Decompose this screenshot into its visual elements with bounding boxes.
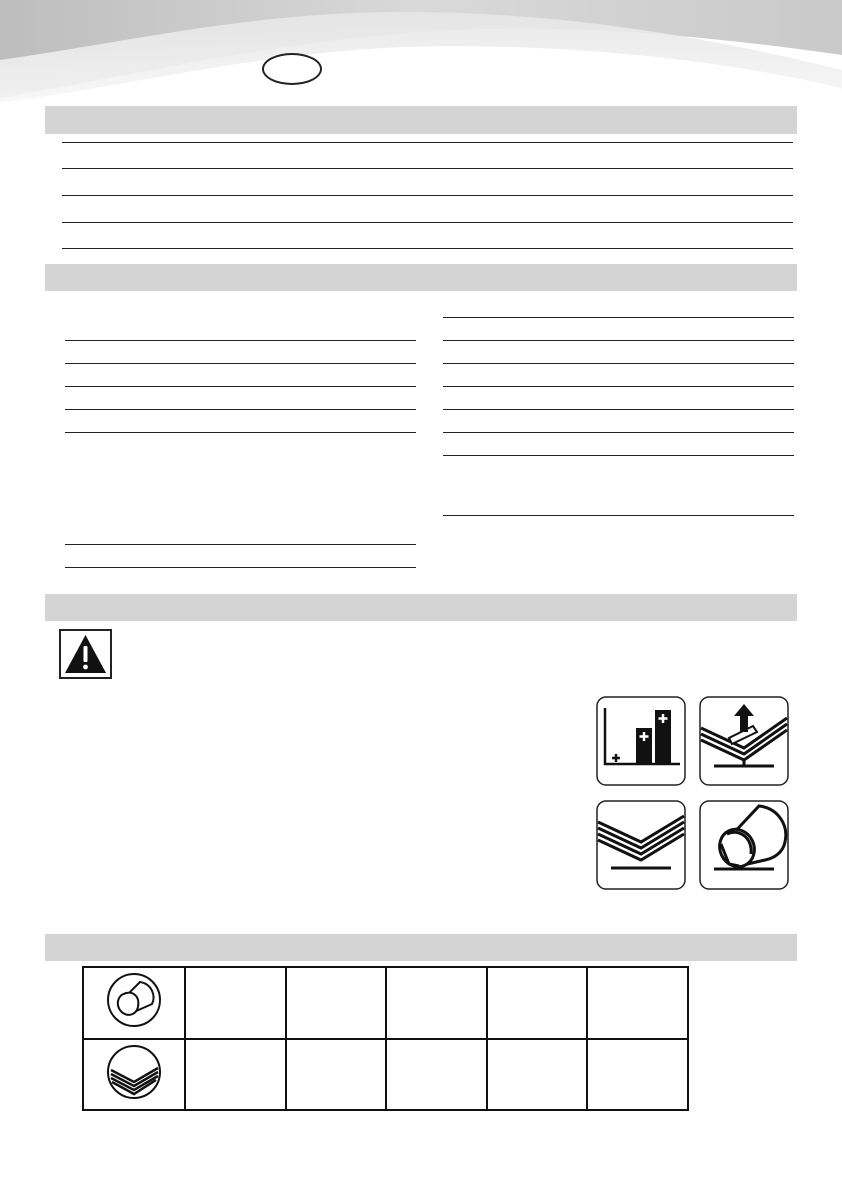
divider bbox=[65, 340, 416, 341]
table-cell bbox=[487, 967, 588, 1039]
progressive-bars-icon bbox=[596, 696, 686, 786]
table-cell bbox=[587, 967, 688, 1039]
divider bbox=[443, 317, 794, 318]
table-cell bbox=[286, 967, 387, 1039]
divider bbox=[443, 515, 794, 516]
divider bbox=[443, 409, 794, 410]
stacked-sheets-icon bbox=[106, 1044, 162, 1100]
section-header-2 bbox=[45, 264, 797, 291]
section-header-1 bbox=[45, 106, 797, 134]
divider bbox=[65, 386, 416, 387]
divider bbox=[65, 363, 416, 364]
divider bbox=[443, 386, 794, 387]
table-cell bbox=[587, 1039, 688, 1111]
table-cell bbox=[185, 1039, 286, 1111]
table-icon-cell bbox=[83, 967, 185, 1039]
section-header-3 bbox=[45, 594, 797, 621]
warning-box bbox=[59, 629, 112, 679]
divider bbox=[443, 455, 794, 456]
section-header-4 bbox=[45, 934, 797, 961]
sheet-lift-icon bbox=[699, 696, 789, 786]
language-badge bbox=[262, 53, 322, 85]
table-cell bbox=[185, 967, 286, 1039]
table-cell bbox=[487, 1039, 588, 1111]
divider bbox=[65, 544, 416, 545]
settings-table bbox=[82, 966, 689, 1111]
roll-icon bbox=[699, 800, 789, 890]
divider bbox=[65, 567, 416, 568]
warning-triangle-icon bbox=[61, 631, 110, 677]
table-cell bbox=[286, 1039, 387, 1111]
roll-icon bbox=[106, 972, 162, 1028]
header-wave bbox=[0, 0, 842, 110]
divider bbox=[443, 363, 794, 364]
table-row bbox=[83, 1039, 688, 1111]
divider bbox=[65, 432, 416, 433]
table-row bbox=[83, 967, 688, 1039]
divider bbox=[443, 340, 794, 341]
table-icon-cell bbox=[83, 1039, 185, 1111]
divider bbox=[62, 142, 793, 143]
divider bbox=[62, 248, 793, 249]
divider bbox=[62, 168, 793, 169]
divider bbox=[62, 195, 793, 196]
table-cell bbox=[386, 1039, 487, 1111]
divider bbox=[443, 432, 794, 433]
divider bbox=[65, 409, 416, 410]
table-cell bbox=[386, 967, 487, 1039]
stacked-sheets-icon bbox=[596, 800, 686, 890]
divider bbox=[62, 222, 793, 223]
